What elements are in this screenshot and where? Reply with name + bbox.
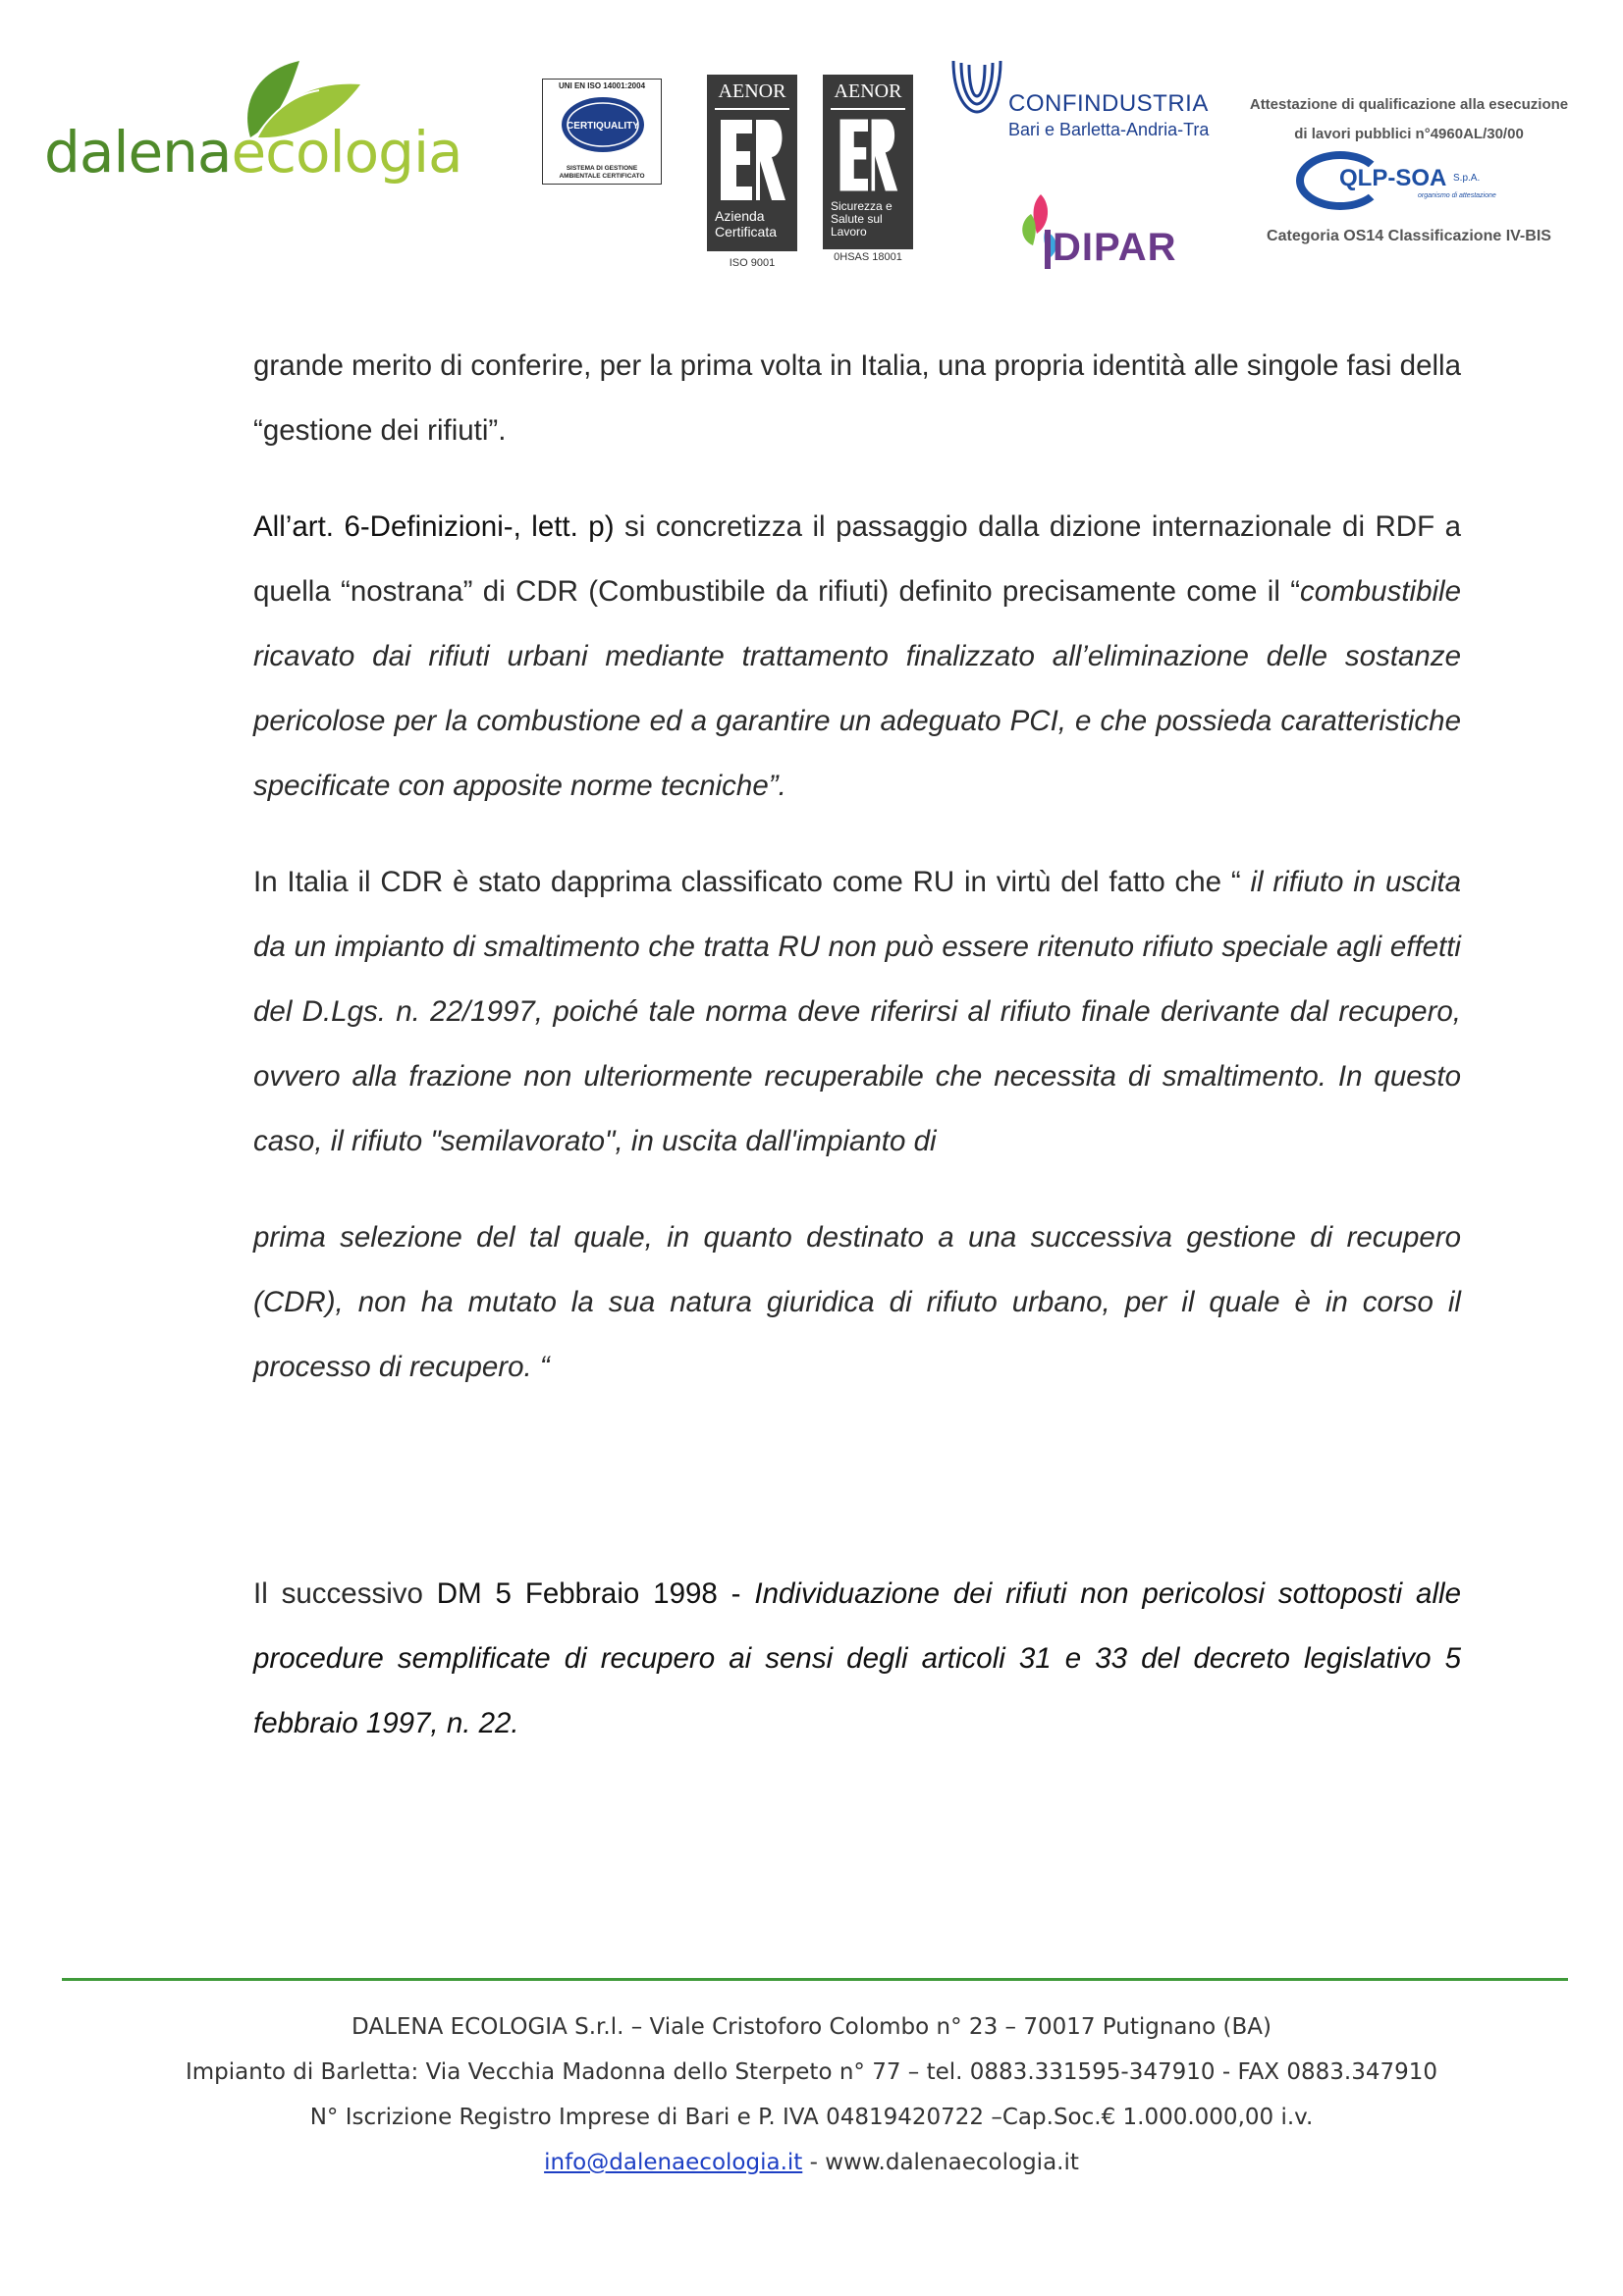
dipar-name: DIPAR xyxy=(1053,226,1177,269)
quoted-ruling: il rifiuto in uscita da un impianto di smaltimento che tratta RU non può essere ritenuto rifiuto speciale agli effetti del D.Lgs. n. 22/1997, poiché tale norma deve riferirsi al rifiuto finale derivante dal recupero, ovvero alla frazione non ulteriormente recuperabile che necessita di smaltimento. In questo caso, il rifiuto "semilavorato", in uscita dall'impianto di xyxy=(253,866,1462,1157)
cdr-definition: combustibile ricavato dai rifiuti urbani mediante trattamento finalizzato all’eliminazione delle sostanze pericolose per la combustione ed a garantire un adeguato PCI, e che possieda caratteristiche specificate con apposite norme tecniche”. xyxy=(253,575,1461,802)
certiquality-standard: UNI EN ISO 14001:2004 xyxy=(558,81,646,90)
soa-category: Categoria OS14 Classificazione IV-BIS xyxy=(1267,228,1551,244)
aenor-caption: Sicurezza e Salute sul Lavoro xyxy=(831,199,893,239)
certiquality-emblem-icon xyxy=(559,93,647,156)
website-text: www.dalenaecologia.it xyxy=(825,2150,1079,2175)
attestazione-text: Attestazione di qualificazione alla esecuzione di lavori pubblici n°4960AL/30/00 xyxy=(1249,96,1569,142)
email-link[interactable]: info@dalenaecologia.it xyxy=(544,2150,803,2175)
dalena-ecologia-logo xyxy=(44,51,525,188)
confindustria-name: CONFINDUSTRIA xyxy=(1008,90,1209,117)
er-mark-icon xyxy=(833,116,903,194)
letterhead-header xyxy=(0,0,1623,294)
dipar-logo xyxy=(1011,185,1183,283)
decree-title: Individuazione dei rifiuti non pericolosi sottoposti alle procedure semplificate di recupero ai sensi degli articoli 31 e 33 del decreto legislativo 5 febbraio 1997, n. 22. xyxy=(253,1577,1461,1739)
article-reference: All’art. 6-Definizioni-, lett. p) xyxy=(253,510,615,543)
document-body xyxy=(253,334,1461,1756)
paragraph-1: grande merito di conferire, per la prima volta in Italia, una propria identità alle singole fasi della “gestione dei rifiuti”. xyxy=(253,349,1461,447)
footer-address: DALENA ECOLOGIA S.r.l. – Viale Cristoforo Colombo n° 23 – 70017 Putignano (BA) xyxy=(352,2014,1271,2040)
footer-plant: Impianto di Barletta: Via Vecchia Madonna dello Sterpeto n° 77 – tel. 0883.331595-347910 - FAX 0883.347910 xyxy=(185,2059,1438,2085)
brand-part-2: ecologia xyxy=(231,119,462,186)
footer-registry: N° Iscrizione Registro Imprese di Bari e P. IVA 04819420722 –Cap.Soc.€ 1.000.000,00 i.v. xyxy=(309,2105,1314,2130)
er-mark-icon xyxy=(717,116,787,204)
confindustria-logo xyxy=(947,57,1232,145)
letterhead-footer xyxy=(0,2004,1623,2185)
certiquality-logo xyxy=(542,79,662,185)
qlp-spa: S.p.A. xyxy=(1453,173,1481,184)
aenor-caption: Azienda Certificata xyxy=(715,208,778,240)
aenor-norm: 0HSAS 18001 xyxy=(834,251,902,263)
paragraph-3: In Italia il CDR è stato dapprima classificato come RU in virtù del fatto che “ il rifiuto in uscita da un impianto di smaltimento che tratta RU non può essere ritenuto rifiuto speciale agli effetti del D.Lgs. n. 22/1997, poiché tale norma deve riferirsi al rifiuto finale derivante dal recupero, ovvero alla frazione non ulteriormente recuperabile che necessita di smaltimento. In questo caso, il rifiuto "semilavorato", in uscita dall'impianto di xyxy=(253,866,1462,1157)
aenor-ohsas-logo xyxy=(823,75,913,271)
confindustria-sub: Bari e Barletta-Andria-Tra xyxy=(1008,120,1210,139)
footer-divider xyxy=(62,1978,1568,1981)
qlp-org: organismo di attestazione xyxy=(1418,192,1496,199)
paragraph-2: All’art. 6-Definizioni-, lett. p) si concretizza il passaggio dalla dizione internazionale di RDF a quella “nostrana” di CDR (Combustibile da rifiuti) definito precisamente come il “combustibile ricavato dai rifiuti urbani mediante trattamento finalizzato all’eliminazione delle sostanze pericolose per la combustione ed a garantire un adeguato PCI, e che possieda caratteristiche specificate con apposite norme tecniche”. xyxy=(253,510,1461,802)
brand-part-1: dalena xyxy=(44,119,232,186)
aenor-title: AENOR xyxy=(834,80,902,102)
decree-reference: DM 5 Febbraio 1998 - xyxy=(436,1577,755,1610)
paragraph-5: Il successivo DM 5 Febbraio 1998 - Individuazione dei rifiuti non pericolosi sottoposti alle procedure semplificate di recupero ai sensi degli articoli 31 e 33 del decreto legislativo 5 febbraio 1997, n. 22. xyxy=(253,1577,1461,1739)
svg-text:CERTIQUALITY: CERTIQUALITY xyxy=(567,121,639,132)
aenor-iso9001-logo xyxy=(707,75,797,271)
paragraph-4: prima selezione del tal quale, in quanto destinato a una successiva gestione di recupero (CDR), non ha mutato la sua natura giuridica di rifiuto urbano, per il quale è in corso il processo di recupero. “ xyxy=(253,1221,1461,1383)
footer-contacts: info@dalenaecologia.it - www.dalenaecologia.it xyxy=(544,2150,1079,2175)
aenor-title: AENOR xyxy=(718,80,786,102)
qlp-soa-logo xyxy=(1296,147,1502,218)
qlp-name: QLP-SOA xyxy=(1339,165,1447,191)
confindustria-emblem-icon xyxy=(947,57,1006,116)
certiquality-caption: SISTEMA DI GESTIONE AMBIENTALE CERTIFICATO xyxy=(559,165,645,180)
brand-wordmark xyxy=(44,118,462,187)
aenor-norm: ISO 9001 xyxy=(729,257,776,269)
